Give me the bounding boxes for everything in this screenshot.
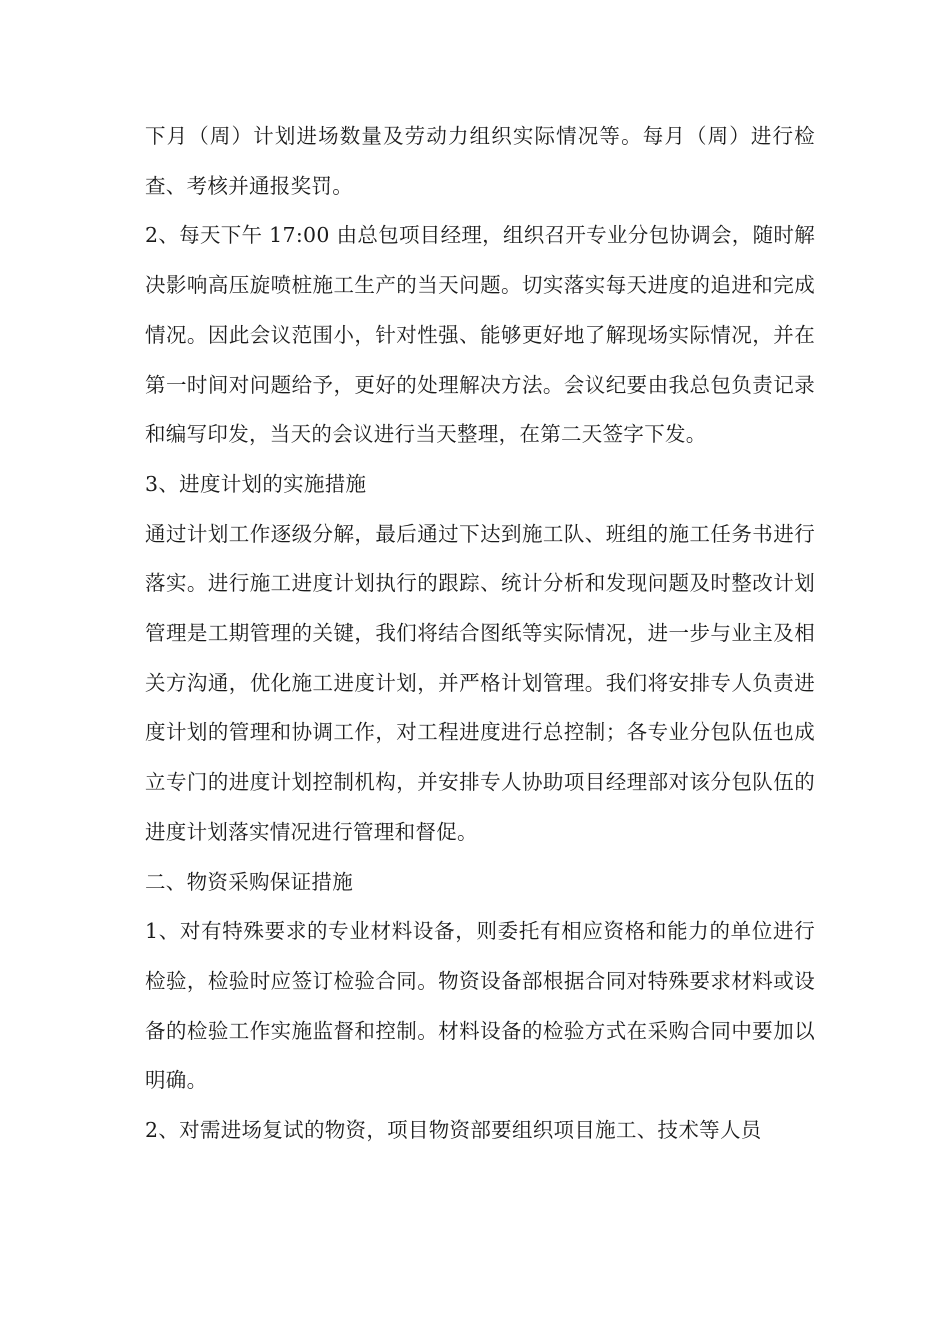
paragraph-daily-meeting: 2、每天下午 17:00 由总包项目经理，组织召开专业分包协调会，随时解决影响高压旋喷桩施工生产的当天问题。切实落实每天进度的追进和完成情况。因此会议范围小，针对性强、能够更好地了解现场实际情况，并在第一时间对问题给予，更好的处理解决方法。会议纪要由我总包负责记录和编写印发，当天的会议进行当天整理，在第二天签字下发。 [145, 223, 815, 447]
heading-schedule-measures: 3、进度计划的实施措施 [145, 471, 367, 496]
paragraph-retest-materials: 2、对需进场复试的物资，项目物资部要组织项目施工、技术等人员 [145, 1118, 762, 1143]
paragraph-special-materials: 1、对有特殊要求的专业材料设备，则委托有相应资格和能力的单位进行检验，检验时应签订检验合同。物资设备部根据合同对特殊要求材料或设备的检验工作实施监督和控制。材料设备的检验方式在采购合同中要加以明确。 [145, 919, 815, 1093]
heading-procurement-measures: 二、物资采购保证措施 [145, 869, 353, 894]
paragraph-monthly-plan: 下月（周）计划进场数量及劳动力组织实际情况等。每月（周）进行检查、考核并通报奖罚。 [145, 124, 815, 198]
document-body [145, 112, 815, 1156]
paragraph-schedule-measures: 通过计划工作逐级分解，最后通过下达到施工队、班组的施工任务书进行落实。进行施工进度计划执行的跟踪、统计分析和发现问题及时整改计划管理是工期管理的关键，我们将结合图纸等实际情况，进一步与业主及相关方沟通，优化施工进度计划，并严格计划管理。我们将安排专人负责进度计划的管理和协调工作，对工程进度进行总控制；各专业分包队伍也成立专门的进度计划控制机构，并安排专人协助项目经理部对该分包队伍的进度计划落实情况进行管理和督促。 [145, 521, 815, 844]
